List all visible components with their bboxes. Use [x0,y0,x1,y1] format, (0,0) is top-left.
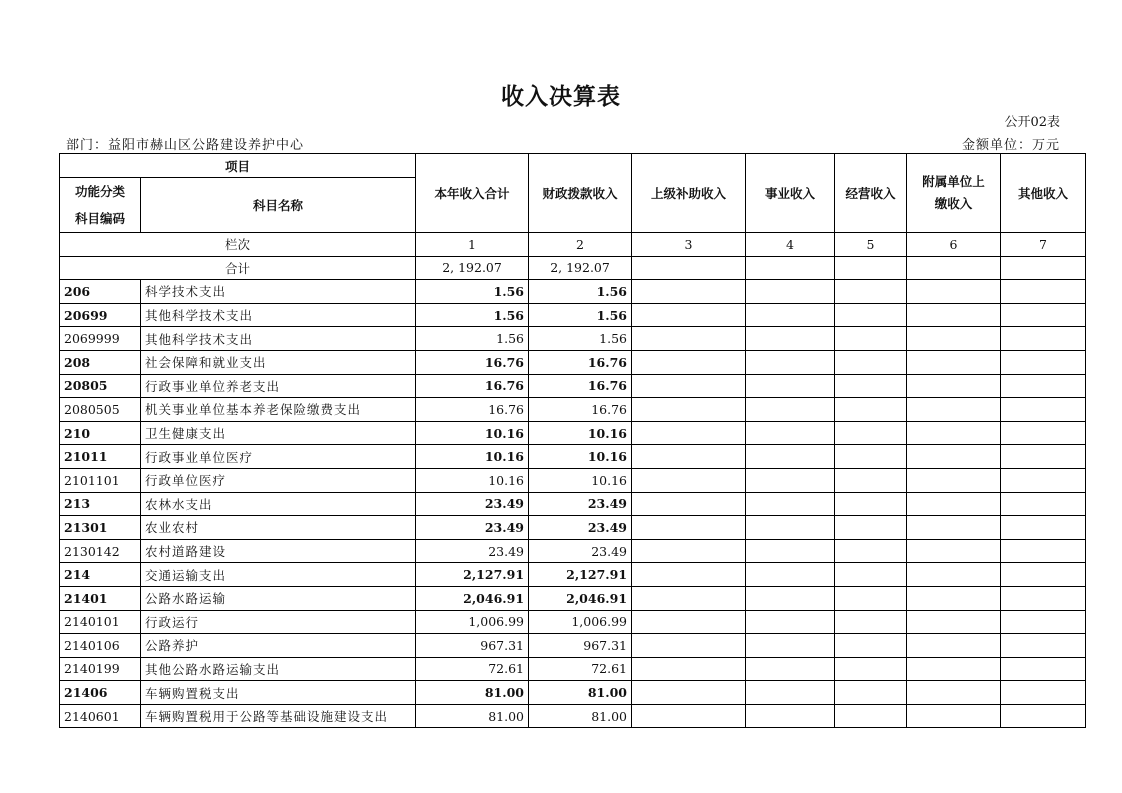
row-name: 社会保障和就业支出 [141,350,416,374]
row-name: 农业农村 [141,516,416,540]
header-business: 事业收入 [746,154,835,233]
row-code: 2140101 [60,610,141,634]
empty-cell [907,610,1001,634]
row-fiscal: 1.56 [529,280,632,304]
empty-cell [1001,350,1086,374]
table-row [60,539,1086,563]
empty-cell [907,704,1001,728]
empty-cell [746,563,835,587]
header-total: 本年收入合计 [416,154,529,233]
row-name: 行政事业单位养老支出 [141,374,416,398]
row-fiscal: 23.49 [529,539,632,563]
row-name: 车辆购置税用于公路等基础设施建设支出 [141,704,416,728]
row-name: 卫生健康支出 [141,421,416,445]
row-total: 81.00 [416,704,529,728]
row-total: 10.16 [416,468,529,492]
table-row [60,563,1086,587]
row-total: 1.56 [416,303,529,327]
row-code: 208 [60,350,141,374]
row-code: 2069999 [60,327,141,351]
table-row [60,327,1086,351]
empty-cell [907,516,1001,540]
empty-cell [907,445,1001,469]
empty-cell [1001,657,1086,681]
row-name: 公路水路运输 [141,586,416,610]
empty-cell [746,445,835,469]
row-code: 2140199 [60,657,141,681]
row-total: 23.49 [416,539,529,563]
row-total: 967.31 [416,634,529,658]
row-name: 交通运输支出 [141,563,416,587]
row-code: 210 [60,421,141,445]
row-total: 16.76 [416,350,529,374]
empty-cell [632,374,746,398]
empty-cell [907,421,1001,445]
table-row [60,657,1086,681]
row-name: 农村道路建设 [141,539,416,563]
row-fiscal: 1,006.99 [529,610,632,634]
table-row [60,374,1086,398]
table-row [60,492,1086,516]
empty-cell [746,610,835,634]
empty-cell [1001,539,1086,563]
empty-cell [746,327,835,351]
empty-cell [835,350,907,374]
row-total: 16.76 [416,398,529,422]
header-project: 项目 [60,154,416,178]
empty-cell [907,681,1001,705]
row-total: 10.16 [416,421,529,445]
row-fiscal: 2,046.91 [529,586,632,610]
row-fiscal: 1.56 [529,327,632,351]
total-label: 合计 [60,256,416,280]
page-title: 收入决算表 [501,84,621,110]
table-row [60,445,1086,469]
empty-cell [835,468,907,492]
empty-cell [632,280,746,304]
row-code: 214 [60,563,141,587]
empty-cell [907,492,1001,516]
row-fiscal: 23.49 [529,492,632,516]
row-total: 1.56 [416,327,529,351]
table-row [60,421,1086,445]
header-superior: 上级补助收入 [632,154,746,233]
total-amount: 2, 192.07 [416,256,529,280]
empty-cell [907,350,1001,374]
row-code: 2140106 [60,634,141,658]
empty-cell [835,634,907,658]
empty-cell [907,634,1001,658]
empty-cell [907,398,1001,422]
empty-cell [746,634,835,658]
row-total: 10.16 [416,445,529,469]
empty-cell [632,516,746,540]
row-code: 21011 [60,445,141,469]
row-name: 行政事业单位医疗 [141,445,416,469]
empty-cell [1001,634,1086,658]
row-fiscal: 16.76 [529,350,632,374]
row-name: 公路养护 [141,634,416,658]
header-operating: 经营收入 [835,154,907,233]
row-name: 科学技术支出 [141,280,416,304]
empty-cell [1001,516,1086,540]
row-name: 行政单位医疗 [141,468,416,492]
empty-cell [835,563,907,587]
form-number: 公开02表 [1004,115,1060,130]
row-fiscal: 1.56 [529,303,632,327]
row-fiscal: 10.16 [529,421,632,445]
empty-cell [632,634,746,658]
empty-cell [835,681,907,705]
empty-cell [1001,398,1086,422]
empty-cell [632,398,746,422]
row-total: 1,006.99 [416,610,529,634]
row-fiscal: 81.00 [529,681,632,705]
column-index: 5 [835,233,907,257]
empty-cell [907,586,1001,610]
empty-cell [632,327,746,351]
table-row [60,634,1086,658]
table-row [60,704,1086,728]
table-row [60,280,1086,304]
total-row [60,256,1086,280]
row-total: 23.49 [416,492,529,516]
empty-cell [907,374,1001,398]
row-total: 1.56 [416,280,529,304]
empty-cell [746,704,835,728]
row-code: 20699 [60,303,141,327]
table-row [60,468,1086,492]
empty-cell [1001,327,1086,351]
empty-cell [746,586,835,610]
empty-cell [746,280,835,304]
row-fiscal: 16.76 [529,374,632,398]
empty-cell [835,398,907,422]
table-row [60,610,1086,634]
empty-cell [1001,303,1086,327]
row-total: 23.49 [416,516,529,540]
empty-cell [1001,704,1086,728]
income-table [59,153,1086,728]
row-total: 72.61 [416,657,529,681]
empty-cell [1001,681,1086,705]
row-fiscal: 967.31 [529,634,632,658]
department-label: 部门：益阳市赫山区公路建设养护中心 [66,138,305,153]
empty-cell [1001,421,1086,445]
row-total: 2,127.91 [416,563,529,587]
empty-cell [1001,563,1086,587]
row-name: 机关事业单位基本养老保险缴费支出 [141,398,416,422]
empty-cell [1001,610,1086,634]
row-fiscal: 10.16 [529,468,632,492]
empty-cell [907,280,1001,304]
empty-cell [632,539,746,563]
empty-cell [632,468,746,492]
row-fiscal: 10.16 [529,445,632,469]
row-fiscal: 81.00 [529,704,632,728]
empty-cell [835,610,907,634]
row-name: 农林水支出 [141,492,416,516]
row-total: 16.76 [416,374,529,398]
empty-cell [835,492,907,516]
row-code: 20805 [60,374,141,398]
empty-cell [746,657,835,681]
empty-cell [746,398,835,422]
column-index: 2 [529,233,632,257]
empty-cell [1001,492,1086,516]
row-total: 81.00 [416,681,529,705]
empty-cell [746,421,835,445]
empty-cell [907,303,1001,327]
empty-cell [835,445,907,469]
row-name: 其他公路水路运输支出 [141,657,416,681]
empty-cell [1001,586,1086,610]
empty-cell [632,681,746,705]
empty-cell [632,586,746,610]
empty-cell [835,657,907,681]
empty-cell [907,468,1001,492]
header-code: 功能分类 科目编码 [60,178,141,233]
row-fiscal: 16.76 [529,398,632,422]
total-fiscal-amount: 2, 192.07 [529,256,632,280]
empty-cell [632,445,746,469]
header-affiliate: 附属单位上 缴收入 [907,154,1001,233]
empty-cell [835,280,907,304]
empty-cell [746,374,835,398]
empty-cell [632,492,746,516]
row-total: 2,046.91 [416,586,529,610]
row-code: 2140601 [60,704,141,728]
column-index: 1 [416,233,529,257]
header-other: 其他收入 [1001,154,1086,233]
row-fiscal: 23.49 [529,516,632,540]
row-code: 2130142 [60,539,141,563]
column-index: 7 [1001,233,1086,257]
empty-cell [746,303,835,327]
table-row [60,398,1086,422]
empty-cell [835,303,907,327]
row-name: 车辆购置税支出 [141,681,416,705]
row-code: 21401 [60,586,141,610]
empty-cell [746,681,835,705]
empty-cell [746,539,835,563]
column-index-row [60,233,1086,257]
row-name: 其他科学技术支出 [141,303,416,327]
row-name: 行政运行 [141,610,416,634]
empty-cell [632,563,746,587]
empty-cell [1001,468,1086,492]
empty-cell [632,421,746,445]
empty-cell [746,350,835,374]
empty-cell [632,657,746,681]
empty-cell [632,610,746,634]
empty-cell [907,539,1001,563]
empty-cell [835,704,907,728]
table-row [60,516,1086,540]
row-code: 21301 [60,516,141,540]
empty-cell [907,657,1001,681]
empty-cell [632,704,746,728]
row-code: 206 [60,280,141,304]
column-index-label: 栏次 [60,233,416,257]
empty-cell [746,516,835,540]
empty-cell [1001,280,1086,304]
column-index: 4 [746,233,835,257]
empty-cell [835,539,907,563]
empty-cell [1001,374,1086,398]
table-row [60,350,1086,374]
empty-cell [746,468,835,492]
empty-cell [835,374,907,398]
empty-cell [632,303,746,327]
empty-cell [746,492,835,516]
row-fiscal: 72.61 [529,657,632,681]
empty-cell [835,586,907,610]
column-index: 3 [632,233,746,257]
row-code: 213 [60,492,141,516]
header-fiscal: 财政拨款收入 [529,154,632,233]
table-row [60,586,1086,610]
row-code: 21406 [60,681,141,705]
header-name: 科目名称 [141,178,416,233]
table-row [60,303,1086,327]
empty-cell [1001,445,1086,469]
empty-cell [907,327,1001,351]
table-row [60,681,1086,705]
empty-cell [835,421,907,445]
row-fiscal: 2,127.91 [529,563,632,587]
column-index: 6 [907,233,1001,257]
amount-unit-label: 金额单位：万元 [961,138,1060,153]
empty-cell [835,516,907,540]
row-code: 2080505 [60,398,141,422]
row-name: 其他科学技术支出 [141,327,416,351]
empty-cell [632,350,746,374]
row-code: 2101101 [60,468,141,492]
empty-cell [835,327,907,351]
empty-cell [907,563,1001,587]
